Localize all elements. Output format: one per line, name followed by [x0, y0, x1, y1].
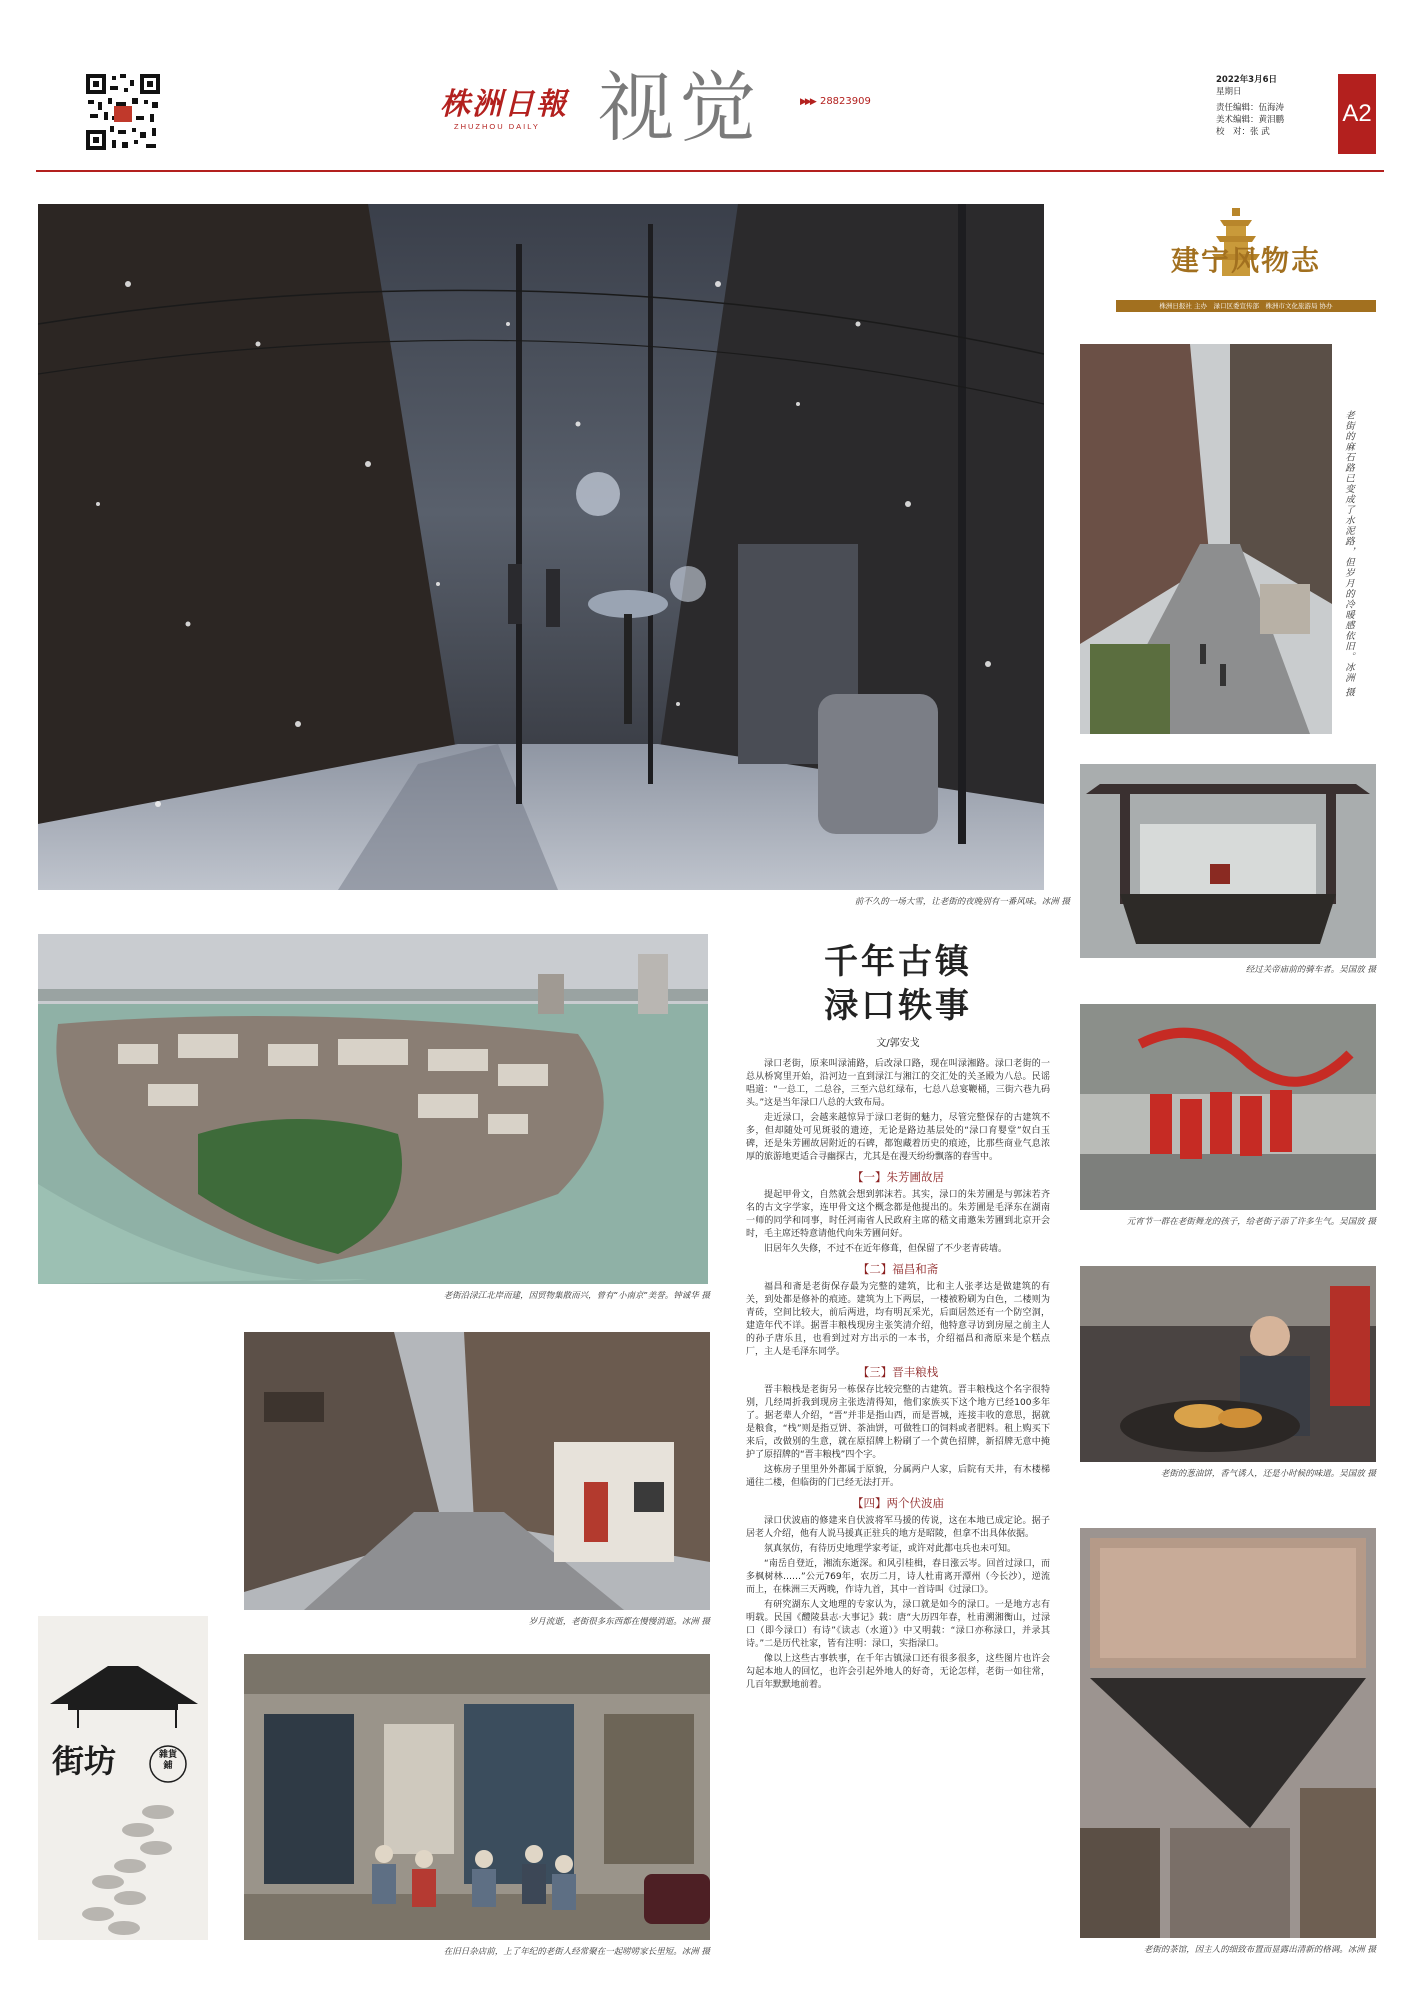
- proofreader-credit: 校 对：张 武: [1216, 127, 1270, 137]
- section-4-paragraph: 氛真氛仿，有待历史地理学家考证，或许对此都屯兵也未可知。: [764, 1544, 1017, 1554]
- article-title-line1: 千年古镇: [824, 942, 972, 982]
- section-heading-2: 【二】福昌和斋: [857, 1262, 939, 1276]
- intro-paragraph: 渌口老街，原来叫渌浦路，后改渌口路，现在叫渌湘路。渌口老街的一总从桥窝里开始，沿河边一直到渌江与湘江的交汇处的关圣殿为八总。民谣唱道：“一总工，二总谷，三至六总红绿布，七总八总宴鞭桶，三街六巷九码头。”这是当年渌口八总的大致布局。: [746, 1059, 1050, 1108]
- article-byline: 文/郭安戈: [876, 1038, 920, 1049]
- section-2-paragraph: 福昌和斋是老街保存最为完整的建筑，比和主人张孝达是做建筑的有关，到处都是修补的痕迹。建筑为上下两层，一楼被粉刷为白色，二楼则为青砖，空间比较大，前后两进，均有明瓦采光，后面居然还有一个防空洞，建造年代不详。据晋丰粮栈现房主张笑清介绍，他特意寻访到房屋之前主人的孙子唐乐且，也看到过对方出示的一本书，介绍福昌和斋原来是个糕点厂，主人是毛泽东同学。: [746, 1282, 1050, 1357]
- issue-date: 2022年3月6日: [1216, 75, 1277, 85]
- intro-paragraph: 走近渌口，会越来越惊异于渌口老街的魅力，尽管完整保存的古建筑不多，但却随处可见斑驳的遗迹，无论是路边基层处的“渌口育婴堂”奴白玉碑，还是朱芳圃故居附近的石碑，都饱藏着历史的痕迹，比那些商业气息浓厚的旅游地更适合寻幽探古，尤其是在漫天纷纷飘落的春雪中。: [746, 1113, 1050, 1162]
- photo-shop-elders: [244, 1654, 710, 1940]
- article: [746, 940, 1050, 1694]
- photo-temple-rider: [1080, 764, 1376, 958]
- caption-dragon-dance-kids: 元宵节一群在老街舞龙的孩子，给老街子添了许多生气。吴国放 摄: [1126, 1217, 1376, 1227]
- page-number: A2: [1338, 74, 1376, 154]
- column-logo-title: 建宁风物志: [1170, 244, 1321, 277]
- jiefang-logo-text: 街坊: [52, 1742, 117, 1780]
- hotline-number: 28823909: [819, 96, 871, 107]
- issue-weekday: 星期日: [1216, 87, 1242, 97]
- photo-teahouse: [1080, 1528, 1376, 1938]
- section-3-paragraph: 这栋房子里里外外都属于原貌，分属两户人家，后院有天井，有木楼梯通往二楼，但临街的门已经无法打开。: [746, 1465, 1050, 1488]
- jiefang-logo: [38, 1616, 208, 1940]
- caption-old-road: 岁月流逝，老街很多东西都在慢慢消逝。冰洲 摄: [528, 1617, 710, 1627]
- caption-snowy-night-street: 前不久的一场大雪，让老街的夜晚别有一番风味。冰洲 摄: [854, 897, 1070, 907]
- section-4-paragraph: 有研究湖东人文地理的专家认为，渌口就是如今的渌口。一是地方志有明载。民国《醴陵县志·大事记》载：唐“大历四年春，杜甫溯湘衡山，过渌口（即今渌口）有诗”《读志（水道）》中又明载：“渌口亦称渌口，并录其诗。”二是历代社家，皆有注明：渌口，实指渌口。: [746, 1600, 1050, 1649]
- masthead-divider: [36, 170, 1384, 172]
- section-4-paragraph: 渌口伏波庙的修建来自伏波将军马援的传说，这在本地已成定论。据子居老人介绍，他有人说马援真正驻兵的地方是昭陵，但拿不出具体依据。: [746, 1516, 1050, 1539]
- section-1-paragraph: 提起甲骨文，自然就会想到郭沫若。其实，渌口的朱芳圃是与郭沫若齐名的古文字学家，连甲骨文这个概念都是他提出的。朱芳圃是毛泽东在湖南一师的同学和同事，时任河南省人民政府主席的嵇文甫邀朱芳圃到北京开会时，毛主席还特意请他代向朱芳圃问好。: [746, 1190, 1050, 1239]
- jiefang-logo-sub: 雜貨鋪: [158, 1750, 177, 1771]
- caption-aerial-town: 老街沿渌江北岸而建，因贸物集散而兴，曾有“小南京”美誉。钟诚华 摄: [443, 1291, 710, 1301]
- caption-right-street: 老街的麻石路已变成了水泥路，但岁月的冷暖感依旧。冰洲 摄: [1343, 410, 1354, 698]
- photo-fritters-vendor: [1080, 1266, 1376, 1462]
- qr-code: [84, 72, 162, 152]
- article-title-line2: 渌口轶事: [824, 986, 972, 1026]
- section-4-paragraph: 像以上这些古事轶事，在千年古镇渌口还有很多很多，这些图片也许会勾起本地人的回忆，也许会引起外地人的好奇，无论怎样，老街一如往常，几百年默默地前着。: [746, 1654, 1050, 1690]
- hotline: [800, 96, 871, 108]
- art-editor-credit: 美术编辑：黄泪鹏: [1216, 115, 1285, 125]
- section-3-paragraph: 晋丰粮栈是老街另一栋保存比较完整的古建筑。晋丰粮栈这个名字很特别，几经周折我到现房主张选清得知，他们家族买下这个地方已经100多年了。据老辈人介绍，“晋”并非是指山西，而是晋城，连接丰收的意思，据就是粮食，“栈”则是指豆饼、茶油饼，可做牲口的饲料或者肥料。租上购买下来后，改做别的生意，就在原招牌上粉刷了一个黄色招牌，新招牌无意中掩护了原招牌的“晋丰粮栈”四个字。: [746, 1385, 1050, 1460]
- photo-old-road: [244, 1332, 710, 1610]
- editor-credit: 责任编辑：伍海涛: [1216, 103, 1285, 113]
- section-heading-4: 【四】两个伏波庙: [852, 1496, 944, 1510]
- newspaper-name-cn: 株洲日報: [440, 87, 568, 122]
- column-logo-subtitle: 株洲日报社 主办 渌口区委宣传部 株洲市文化旅游局 协办: [1116, 300, 1376, 312]
- hotline-arrow-icon: ▶▶▶: [800, 97, 815, 107]
- newspaper-name: [440, 88, 580, 132]
- photo-snowy-night-street: [38, 204, 1044, 890]
- caption-temple-rider: 经过关帝庙前的骑车者。吴国放 摄: [1245, 965, 1376, 975]
- caption-shop-elders: 在旧日杂店前，上了年纪的老街人经常聚在一起唠唠家长里短。冰洲 摄: [443, 1947, 710, 1957]
- section-heading-1: 【一】朱芳圃故居: [852, 1170, 944, 1184]
- section-title: 视觉: [598, 63, 762, 152]
- edition-info: [1216, 74, 1346, 138]
- newspaper-name-en: ZHUZHOU DAILY: [454, 122, 540, 131]
- section-4-paragraph: “南岳自登近，湘流东逝深。和风引桂楫，春日涨云岑。回首过渌口，而多枫树林……”公元769年，农历二月，诗人杜甫离开潭州（今长沙），逆流而上，在株洲三天两晚，作诗九首，其中一首诗叫《过渌口》。: [746, 1559, 1050, 1595]
- caption-fritters-vendor: 老街的葱油饼，香气诱人，还是小时候的味道。吴国放 摄: [1160, 1469, 1376, 1479]
- section-1-paragraph: 旧居年久失修，不过不在近年修葺，但保留了不少老青砖墙。: [764, 1244, 1008, 1254]
- photo-dragon-dance-kids: [1080, 1004, 1376, 1210]
- column-logo: [1116, 204, 1376, 322]
- section-heading-3: 【三】晋丰粮栈: [857, 1365, 939, 1379]
- caption-teahouse: 老街的茶馆，因主人的细致布置而显露出清新的格调。冰洲 摄: [1143, 1945, 1376, 1955]
- photo-right-street: [1080, 344, 1332, 734]
- photo-aerial-town: [38, 934, 708, 1284]
